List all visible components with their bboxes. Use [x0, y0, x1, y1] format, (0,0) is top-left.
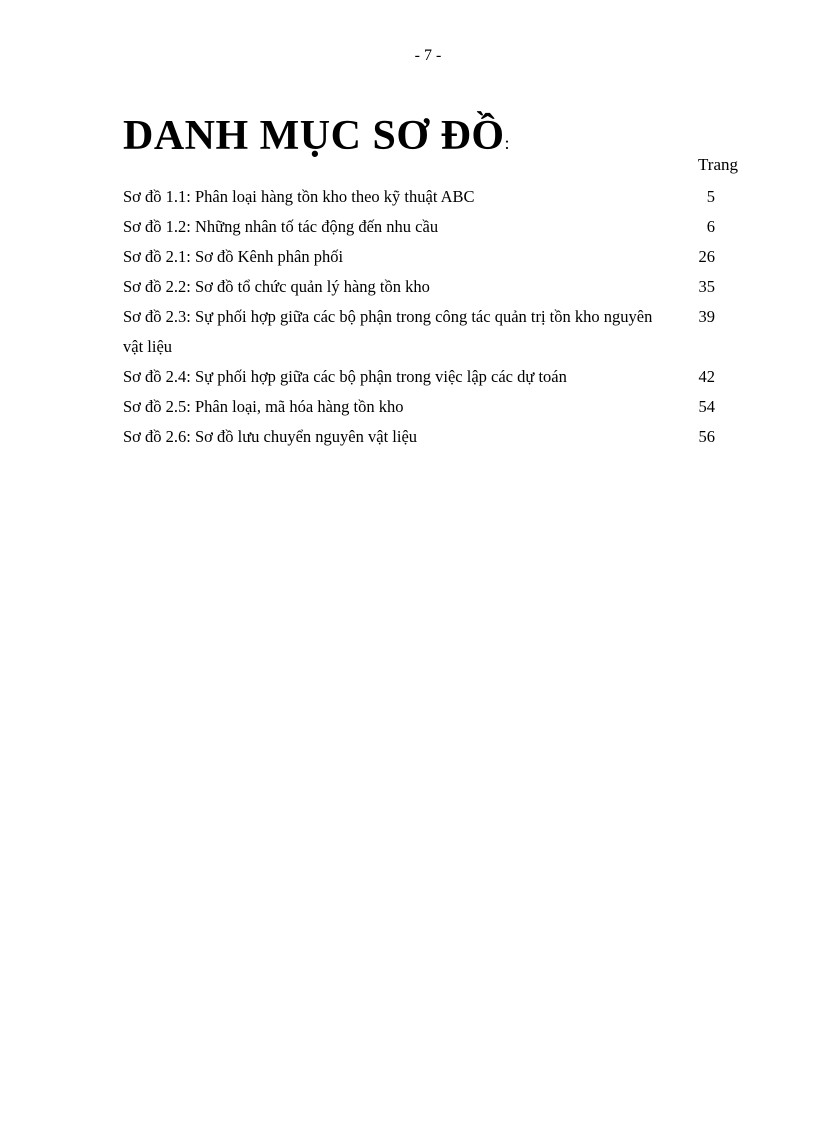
list-item-page: 56	[698, 427, 715, 446]
list-item-label: Sơ đồ 2.5: Phân loại, mã hóa hàng tồn kho	[123, 397, 404, 416]
page-title	[123, 112, 510, 160]
list-item-label: Sơ đồ 1.1: Phân loại hàng tồn kho theo kỹ thuật ABC	[123, 187, 475, 206]
diagram-list	[123, 182, 743, 452]
list-item-page: 5	[706, 187, 715, 206]
list-item	[123, 242, 743, 272]
list-item	[123, 272, 743, 302]
list-item-page: 39	[698, 307, 715, 326]
list-item-label: Sơ đồ 1.2: Những nhân tố tác động đến nhu cầu	[123, 217, 439, 236]
list-item	[123, 182, 743, 212]
page-title-colon: :	[504, 133, 511, 153]
list-item	[123, 422, 743, 452]
page-column-header: Trang	[698, 155, 738, 174]
list-item-label: Sơ đồ 2.4: Sự phối hợp giữa các bộ phận trong việc lập các dự toán	[123, 367, 567, 386]
list-item-label: Sơ đồ 2.2: Sơ đồ tổ chức quản lý hàng tồn kho	[123, 277, 430, 296]
list-item-page: 54	[698, 397, 715, 416]
list-item-page: 42	[698, 367, 715, 386]
list-item	[123, 302, 743, 362]
list-item-page: 35	[698, 277, 715, 296]
page-title-text: DANH MỤC SƠ ĐỒ	[123, 113, 505, 159]
list-item-page: 6	[706, 217, 715, 236]
list-item	[123, 212, 743, 242]
list-item	[123, 392, 743, 422]
list-item-label: Sơ đồ 2.3: Sự phối hợp giữa các bộ phận trong công tác quản trị tồn kho nguyên vật liệu	[123, 307, 653, 356]
list-item-label: Sơ đồ 2.1: Sơ đồ Kênh phân phối	[123, 247, 344, 266]
list-item	[123, 362, 743, 392]
page-number: - 7 -	[414, 47, 442, 64]
list-item-page: 26	[698, 247, 715, 266]
list-item-label: Sơ đồ 2.6: Sơ đồ lưu chuyển nguyên vật liệu	[123, 427, 418, 446]
